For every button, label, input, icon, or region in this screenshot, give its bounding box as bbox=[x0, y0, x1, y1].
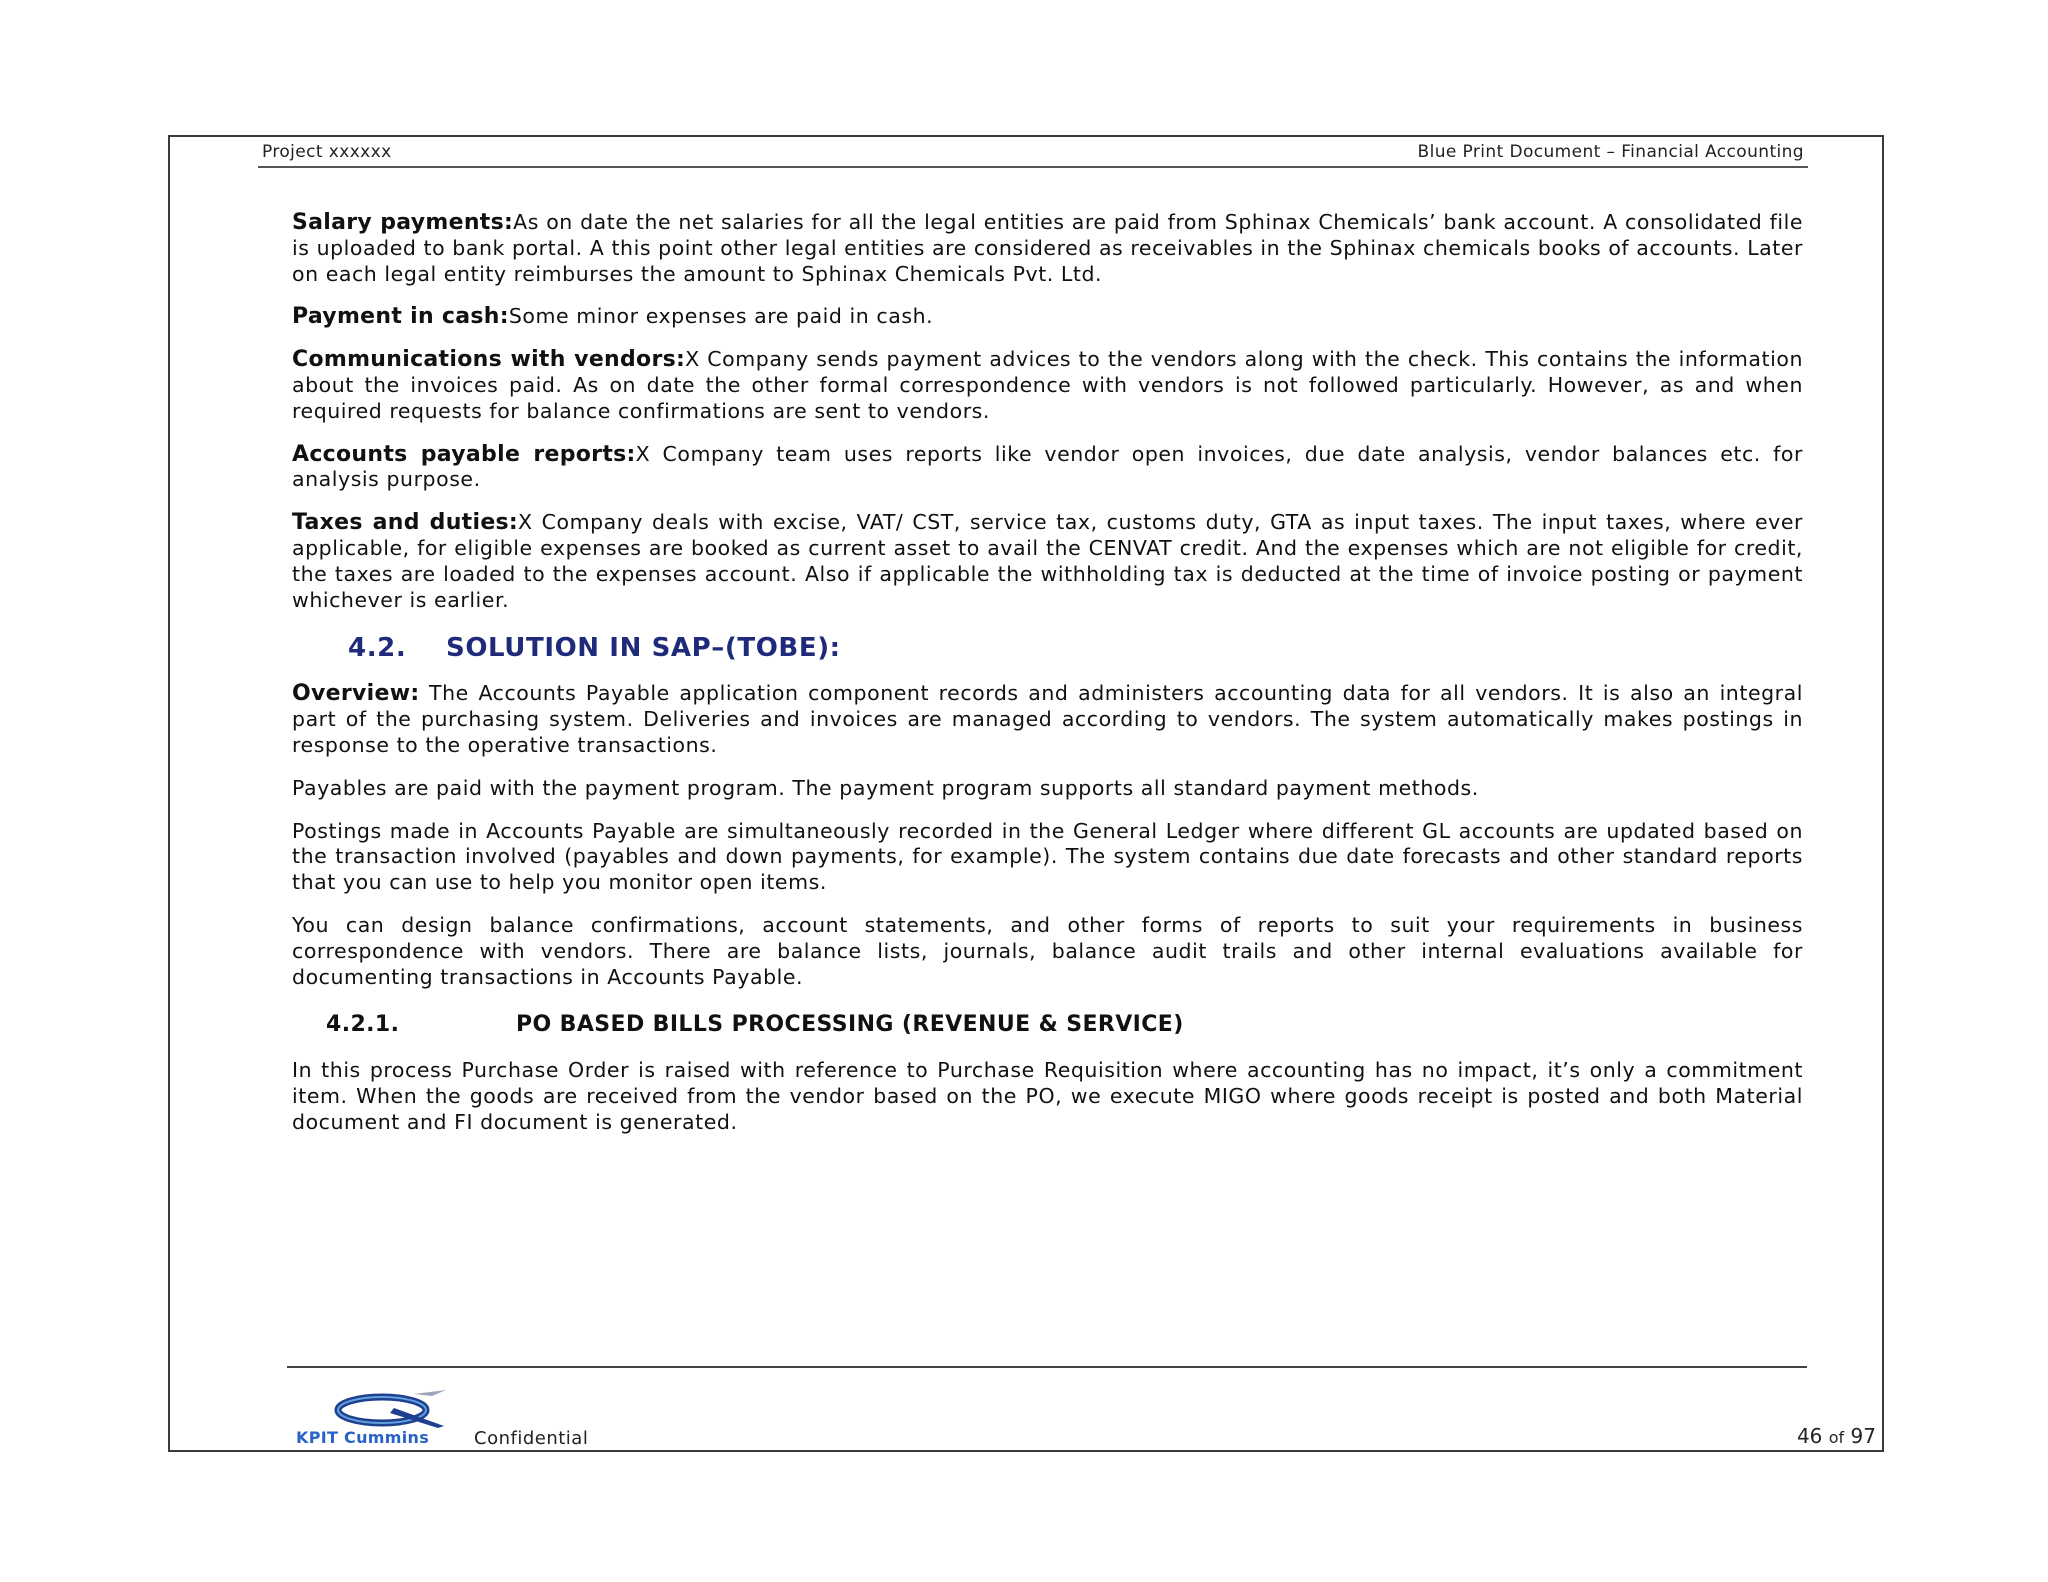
logo-text: KPIT Cummins bbox=[296, 1428, 430, 1447]
postings-paragraph: Postings made in Accounts Payable are simultaneously recorded in the General Ledger where different GL accounts are updated based on the transaction involved (payables and down payments, for example). The system contains due date forecasts and other standard reports that you can use to help you monitor open items. bbox=[292, 818, 1803, 895]
header-document-title: Blue Print Document – Financial Accounting bbox=[1417, 142, 1804, 162]
page-content bbox=[292, 210, 1803, 1153]
company-logo bbox=[292, 1388, 472, 1448]
header-project: Project xxxxxx bbox=[262, 142, 392, 162]
po-process-paragraph: In this process Purchase Order is raised with reference to Purchase Requisition where accounting has no impact, it’s only a commitment item. When the goods are received from the vendor based on the PO, we execute MIGO where goods receipt is posted and both Material document and FI document is generated. bbox=[292, 1058, 1803, 1134]
communications-heading: Communications with vendors: bbox=[292, 347, 686, 373]
subsection-title: PO BASED BILLS PROCESSING (REVENUE & SERVICE) bbox=[516, 1012, 1184, 1038]
subsection-heading-4-2-1 bbox=[326, 1012, 1803, 1040]
page-total: 97 bbox=[1850, 1424, 1876, 1448]
payment-cash-text: Some minor expenses are paid in cash. bbox=[508, 304, 934, 329]
reports-heading: Accounts payable reports: bbox=[292, 441, 636, 467]
salary-payments-paragraph bbox=[292, 210, 1803, 287]
reports-paragraph bbox=[292, 442, 1803, 494]
subsection-number: 4.2.1. bbox=[326, 1012, 400, 1038]
footer-divider bbox=[287, 1366, 1807, 1368]
overview-heading: Overview: bbox=[292, 681, 420, 707]
taxes-text: X Company deals with excise, VAT/ CST, service tax, customs duty, GTA as input taxes. The input taxes, where ever applicable, for eligible expenses are booked as current asset to avail the CENVAT credit. And the expenses which are not eligible for credit, the taxes are loaded to the expenses account. Also if applicable the withholding tax is deducted at the time of invoice posting or payment whichever is earlier. bbox=[292, 510, 1803, 612]
overview-paragraph bbox=[292, 681, 1803, 758]
page-of: of bbox=[1828, 1428, 1845, 1447]
reports-text: X Company team uses reports like vendor open invoices, due date analysis, vendor balances etc. for analysis purpose. bbox=[292, 441, 1803, 492]
salary-payments-heading: Salary payments: bbox=[292, 210, 514, 235]
logo-swoosh-icon bbox=[314, 1388, 454, 1432]
section-title: SOLUTION IN SAP–(TOBE): bbox=[446, 633, 841, 664]
communications-text: X Company sends payment advices to the vendors along with the check. This contains the information about the invoices paid. As on date the other formal correspondence with vendors is not followed particularly. However, as and when required requests for balance confirmations are sent to vendors. bbox=[292, 347, 1803, 423]
design-paragraph: You can design balance confirmations, account statements, and other forms of reports to suit your requirements in business correspondence with vendors. There are balance lists, journals, balance audit trails and other internal evaluations available for documenting transactions in Accounts Payable. bbox=[292, 912, 1803, 989]
payment-cash-heading: Payment in cash: bbox=[292, 304, 509, 330]
payables-paragraph: Payables are paid with the payment program. The payment program supports all standard payment methods. bbox=[292, 775, 1479, 800]
communications-paragraph bbox=[292, 347, 1803, 424]
section-number: 4.2. bbox=[348, 633, 407, 664]
taxes-heading: Taxes and duties: bbox=[292, 510, 519, 536]
payment-cash-paragraph bbox=[292, 304, 1803, 330]
taxes-paragraph bbox=[292, 510, 1803, 613]
salary-payments-text: As on date the net salaries for all the legal entities are paid from Sphinax Chemicals’ bank account. A consolidated file is uploaded to bank portal. A this point other legal entities are considered as receivables in the Sphinax chemicals books of accounts. Later on each legal entity reimburses the amount to Sphinax Chemicals Pvt. Ltd. bbox=[292, 210, 1803, 286]
confidential-label: Confidential bbox=[474, 1428, 589, 1449]
page-header bbox=[262, 140, 1804, 166]
section-heading-4-2 bbox=[348, 633, 1803, 663]
header-divider bbox=[258, 166, 1808, 168]
page-current: 46 bbox=[1796, 1424, 1823, 1448]
page-number bbox=[1797, 1424, 1876, 1448]
overview-text: The Accounts Payable application component records and administers accounting data for all vendors. It is also an integral part of the purchasing system. Deliveries and invoices are managed according to vendors. The system automatically makes postings in response to the operative transactions. bbox=[292, 681, 1803, 757]
